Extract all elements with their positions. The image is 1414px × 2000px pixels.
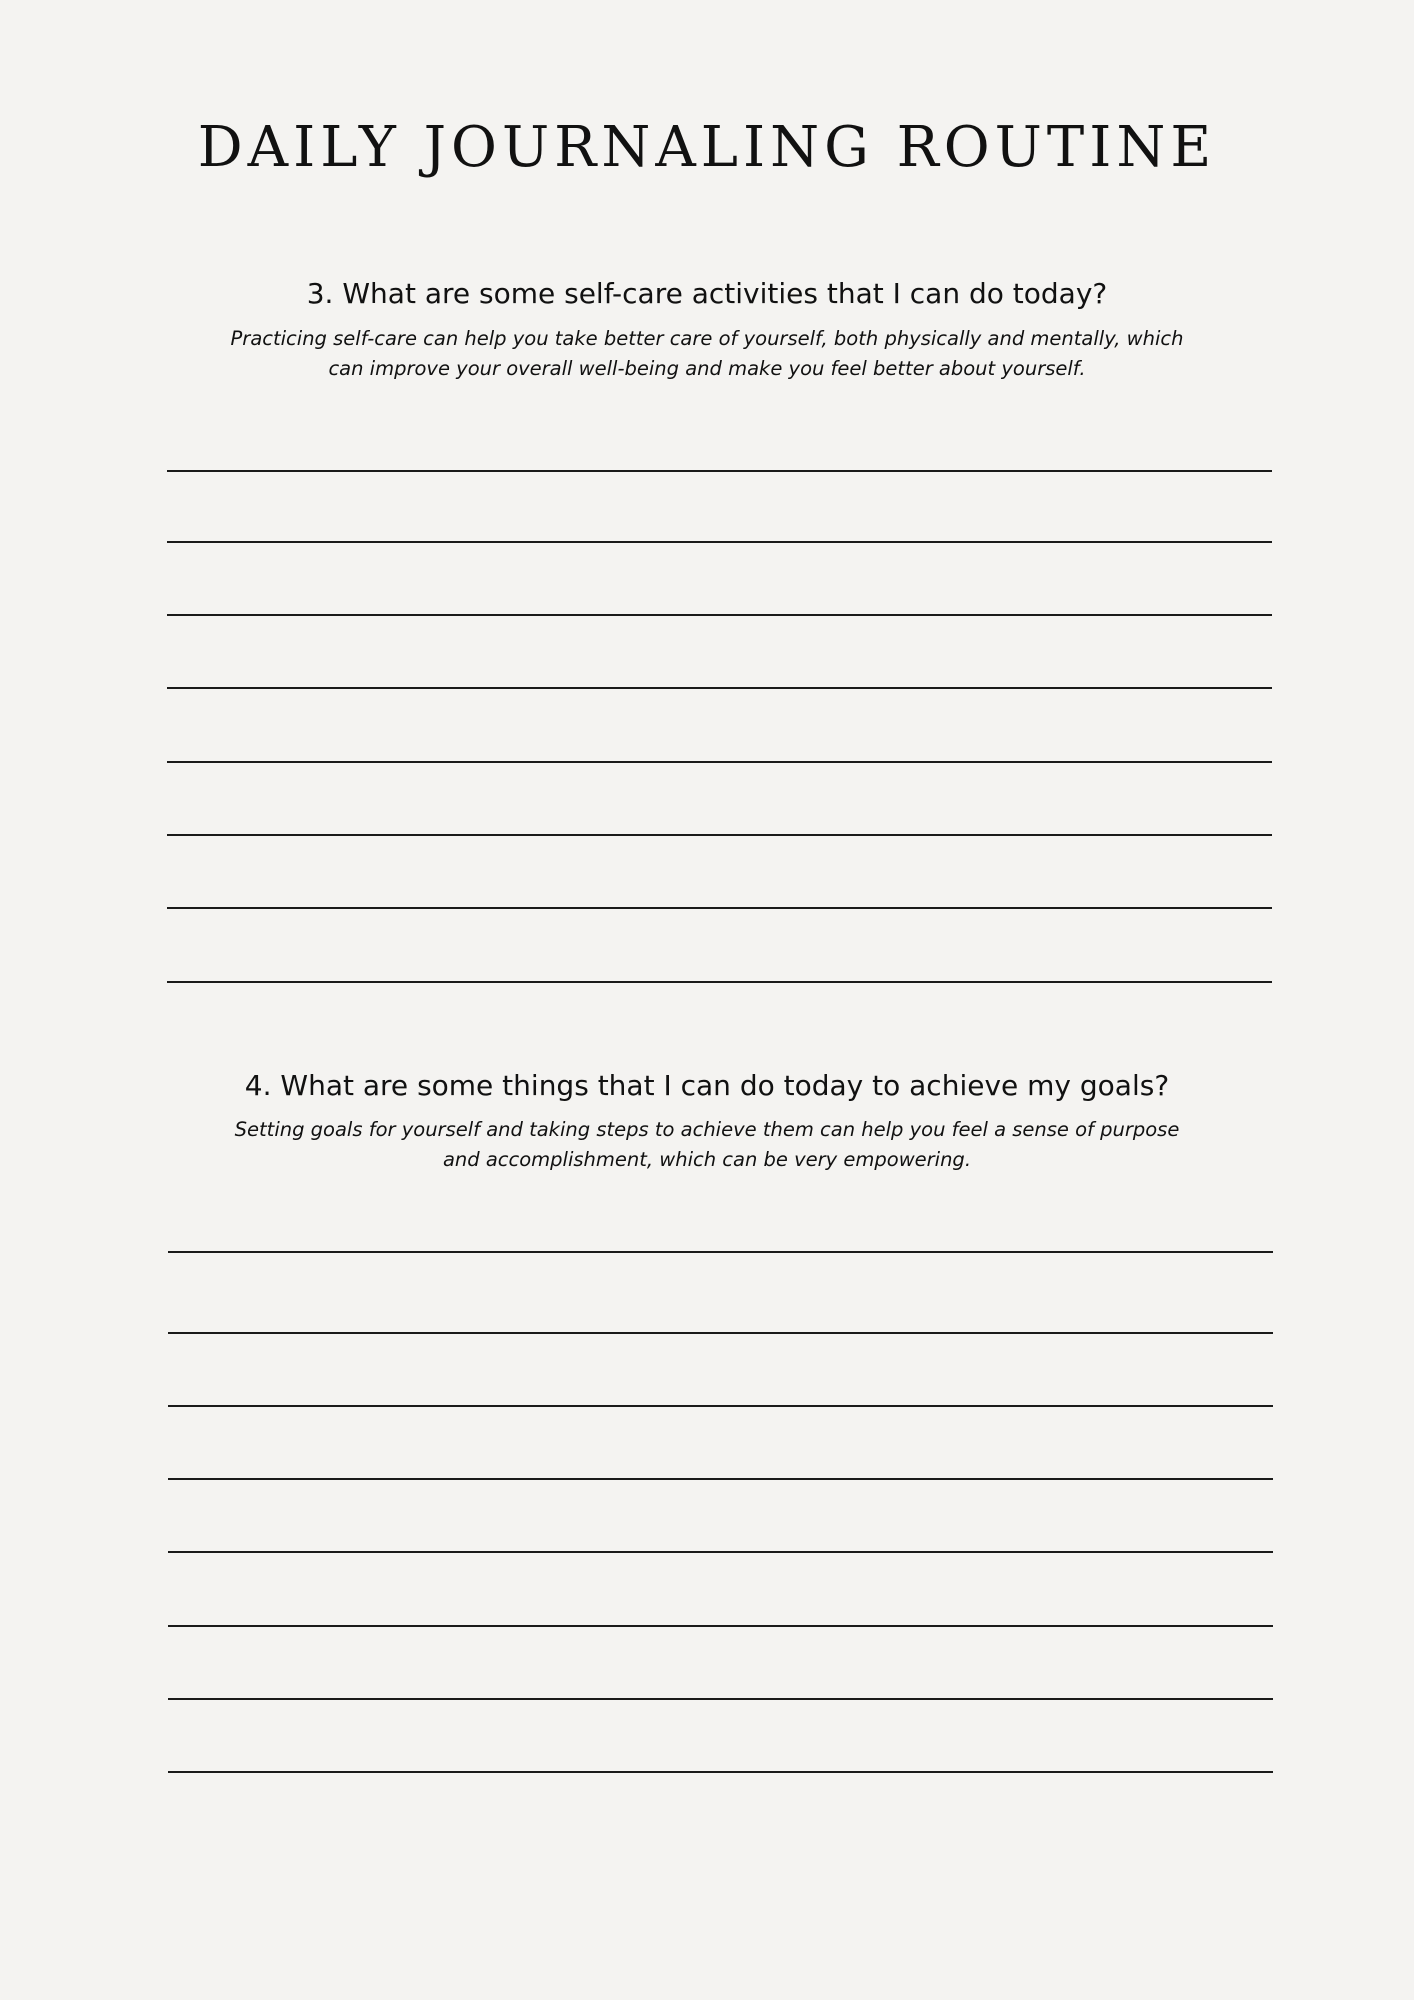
description-3-line-1: Practicing self-care can help you take better care of yourself, both physically and mentally, which [230,327,1184,350]
answer-line[interactable] [168,1405,1273,1407]
description-4-line-1: Setting goals for yourself and taking steps to achieve them can help you feel a sense of purpose [234,1118,1180,1141]
answer-line[interactable] [168,1478,1273,1480]
answer-line[interactable] [167,470,1272,472]
description-4-line-2: and accomplishment, which can be very empowering. [442,1148,972,1171]
question-4: 4. What are some things that I can do today to achieve my goals? [244,1069,1170,1102]
description-4 [200,1115,1214,1175]
answer-line[interactable] [168,1771,1273,1773]
answer-line[interactable] [167,614,1272,616]
answer-line[interactable] [167,761,1272,763]
answer-line[interactable] [168,1251,1273,1253]
page-title: DAILY JOURNALING ROUTINE [197,115,1217,180]
description-3-line-2: can improve your overall well-being and make you feel better about yourself. [328,357,1086,380]
answer-line[interactable] [168,1332,1273,1334]
description-3 [200,324,1214,384]
question-3: 3. What are some self-care activities that I can do today? [306,277,1108,310]
answer-line[interactable] [167,981,1272,983]
answer-line[interactable] [167,834,1272,836]
answer-line[interactable] [167,541,1272,543]
answer-line[interactable] [168,1551,1273,1553]
answer-line[interactable] [167,907,1272,909]
answer-line[interactable] [168,1625,1273,1627]
answer-line[interactable] [167,687,1272,689]
answer-line[interactable] [168,1698,1273,1700]
